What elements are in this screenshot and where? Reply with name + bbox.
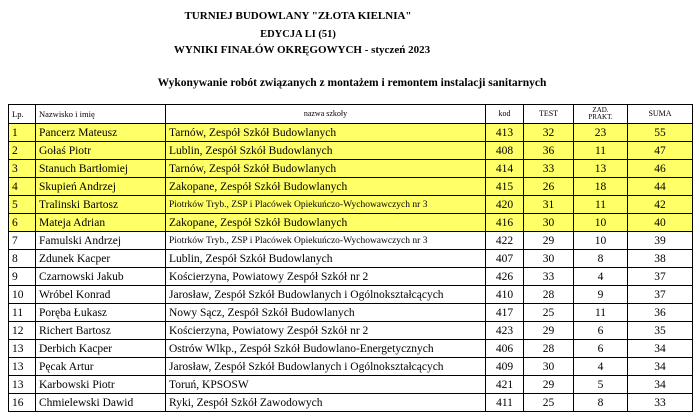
results-title: WYNIKI FINAŁÓW OKRĘGOWYCH - styczeń 2023 [173, 44, 431, 56]
cell-test: 29 [524, 232, 574, 250]
table-row [9, 394, 693, 412]
cell-zad: 6 [574, 340, 628, 358]
cell-lp: 9 [9, 268, 36, 286]
cell-lp: 8 [9, 250, 36, 268]
cell-suma: 37 [628, 286, 693, 304]
cell-school: Ostrów Wlkp., Zespół Szkół Budowlano-Energetycznych [166, 340, 486, 358]
table-row [9, 286, 693, 304]
cell-zad: 18 [574, 178, 628, 196]
cell-suma: 46 [628, 160, 693, 178]
cell-suma: 34 [628, 376, 693, 394]
cell-suma: 47 [628, 142, 693, 160]
col-header-zad-line2: PRAKT. [588, 113, 613, 121]
cell-school: Ryki, Zespół Szkół Zawodowych [166, 394, 486, 412]
cell-lp: 13 [9, 376, 36, 394]
cell-kod: 421 [486, 376, 524, 394]
cell-suma: 34 [628, 340, 693, 358]
cell-suma: 36 [628, 304, 693, 322]
cell-name: Chmielewski Dawid [36, 394, 166, 412]
cell-test: 25 [524, 304, 574, 322]
cell-name: Czarnowski Jakub [36, 268, 166, 286]
table-row [9, 358, 693, 376]
col-header-zad [574, 105, 628, 124]
table-row [9, 376, 693, 394]
table-header-row [9, 105, 693, 124]
cell-suma: 44 [628, 178, 693, 196]
table-row [9, 214, 693, 232]
cell-zad: 9 [574, 286, 628, 304]
cell-kod: 426 [486, 268, 524, 286]
cell-name: Pancerz Mateusz [36, 124, 166, 142]
cell-school: Lublin, Zespół Szkół Budowlanych [166, 250, 486, 268]
cell-school: Lublin, Zespół Szkół Budowlanych [166, 142, 486, 160]
cell-zad: 4 [574, 268, 628, 286]
cell-name: Wróbel Konrad [36, 286, 166, 304]
cell-lp: 16 [9, 394, 36, 412]
cell-name: Gołaś Piotr [36, 142, 166, 160]
cell-zad: 13 [574, 160, 628, 178]
cell-school: Zakopane, Zespół Szkół Budowlanych [166, 214, 486, 232]
cell-kod: 409 [486, 358, 524, 376]
cell-school: Jarosław, Zespół Szkół Budowlanych i Ogólnokształcących [166, 358, 486, 376]
cell-lp: 7 [9, 232, 36, 250]
cell-lp: 11 [9, 304, 36, 322]
cell-test: 36 [524, 142, 574, 160]
cell-test: 28 [524, 340, 574, 358]
cell-kod: 417 [486, 304, 524, 322]
cell-school: Tarnów, Zespół Szkół Budowlanych [166, 160, 486, 178]
cell-kod: 407 [486, 250, 524, 268]
tournament-title: TURNIEJ BUDOWLANY "ZŁOTA KIELNIA" [184, 10, 412, 22]
table-row [9, 268, 693, 286]
cell-zad: 5 [574, 376, 628, 394]
cell-suma: 55 [628, 124, 693, 142]
cell-lp: 6 [9, 214, 36, 232]
cell-name: Mateja Adrian [36, 214, 166, 232]
cell-zad: 6 [574, 322, 628, 340]
cell-zad: 8 [574, 394, 628, 412]
col-header-test: TEST [524, 105, 574, 124]
cell-name: Karbowski Piotr [36, 376, 166, 394]
table-row [9, 124, 693, 142]
cell-name: Richert Bartosz [36, 322, 166, 340]
cell-suma: 34 [628, 358, 693, 376]
cell-zad: 4 [574, 358, 628, 376]
cell-suma: 42 [628, 196, 693, 214]
cell-lp: 13 [9, 358, 36, 376]
cell-kod: 406 [486, 340, 524, 358]
cell-test: 30 [524, 358, 574, 376]
cell-kod: 420 [486, 196, 524, 214]
col-header-school: nazwa szkoły [166, 105, 486, 124]
cell-school: Toruń, KPSOSW [166, 376, 486, 394]
cell-test: 30 [524, 214, 574, 232]
cell-school: Tarnów, Zespół Szkół Budowlanych [166, 124, 486, 142]
cell-lp: 13 [9, 340, 36, 358]
cell-zad: 10 [574, 232, 628, 250]
cell-test: 30 [524, 250, 574, 268]
cell-kod: 423 [486, 322, 524, 340]
cell-test: 25 [524, 394, 574, 412]
col-header-zad-line1: ZAD. [592, 106, 609, 114]
cell-test: 26 [524, 178, 574, 196]
cell-zad: 11 [574, 304, 628, 322]
results-table [8, 104, 693, 412]
cell-name: Zdunek Kacper [36, 250, 166, 268]
cell-test: 29 [524, 322, 574, 340]
cell-lp: 5 [9, 196, 36, 214]
cell-test: 33 [524, 160, 574, 178]
cell-zad: 8 [574, 250, 628, 268]
edition-label: EDYCJA LI (51) [260, 29, 336, 40]
cell-name: Skupień Andrzej [36, 178, 166, 196]
cell-suma: 37 [628, 268, 693, 286]
cell-kod: 410 [486, 286, 524, 304]
cell-suma: 33 [628, 394, 693, 412]
col-header-suma: SUMA [628, 105, 693, 124]
cell-name: Tralinski Bartosz [36, 196, 166, 214]
col-header-kod: kod [486, 105, 524, 124]
table-row [9, 340, 693, 358]
cell-lp: 12 [9, 322, 36, 340]
cell-school: Kościerzyna, Powiatowy Zespół Szkół nr 2 [166, 322, 486, 340]
cell-school: Piotrków Tryb., ZSP i Placówek Opiekuńczo-Wychowawczych nr 3 [166, 232, 486, 250]
cell-kod: 422 [486, 232, 524, 250]
cell-lp: 4 [9, 178, 36, 196]
cell-test: 28 [524, 286, 574, 304]
col-header-lp: Lp. [9, 105, 36, 124]
table-row [9, 232, 693, 250]
table-row [9, 178, 693, 196]
cell-school: Nowy Sącz, Zespół Szkół Budowlanych [166, 304, 486, 322]
cell-zad: 11 [574, 142, 628, 160]
cell-test: 31 [524, 196, 574, 214]
cell-lp: 10 [9, 286, 36, 304]
cell-zad: 23 [574, 124, 628, 142]
cell-test: 32 [524, 124, 574, 142]
cell-suma: 38 [628, 250, 693, 268]
cell-lp: 2 [9, 142, 36, 160]
col-header-name: Nazwisko i imię [36, 105, 166, 124]
cell-name: Poręba Łukasz [36, 304, 166, 322]
cell-name: Stanuch Bartłomiej [36, 160, 166, 178]
table-row [9, 322, 693, 340]
cell-lp: 1 [9, 124, 36, 142]
cell-kod: 414 [486, 160, 524, 178]
cell-kod: 415 [486, 178, 524, 196]
cell-school: Jarosław, Zespół Szkół Budowlanych i Ogólnokształcących [166, 286, 486, 304]
results-body [9, 124, 693, 412]
cell-lp: 3 [9, 160, 36, 178]
cell-name: Famulski Andrzej [36, 232, 166, 250]
cell-suma: 40 [628, 214, 693, 232]
cell-test: 33 [524, 268, 574, 286]
cell-kod: 416 [486, 214, 524, 232]
cell-suma: 39 [628, 232, 693, 250]
table-row [9, 250, 693, 268]
table-row [9, 304, 693, 322]
cell-name: Pęcak Artur [36, 358, 166, 376]
cell-school: Zakopane, Zespół Szkół Budowlanych [166, 178, 486, 196]
cell-school: Piotrków Tryb., ZSP i Placówek Opiekuńczo-Wychowawczych nr 3 [166, 196, 486, 214]
cell-suma: 35 [628, 322, 693, 340]
cell-kod: 411 [486, 394, 524, 412]
category-subtitle: Wykonywanie robót związanych z montażem i remontem instalacji sanitarnych [157, 77, 547, 89]
cell-kod: 408 [486, 142, 524, 160]
table-row [9, 160, 693, 178]
table-row [9, 196, 693, 214]
cell-kod: 413 [486, 124, 524, 142]
cell-school: Kościerzyna, Powiatowy Zespół Szkół nr 2 [166, 268, 486, 286]
table-row [9, 142, 693, 160]
cell-zad: 10 [574, 214, 628, 232]
cell-test: 29 [524, 376, 574, 394]
cell-zad: 11 [574, 196, 628, 214]
cell-name: Derbich Kacper [36, 340, 166, 358]
